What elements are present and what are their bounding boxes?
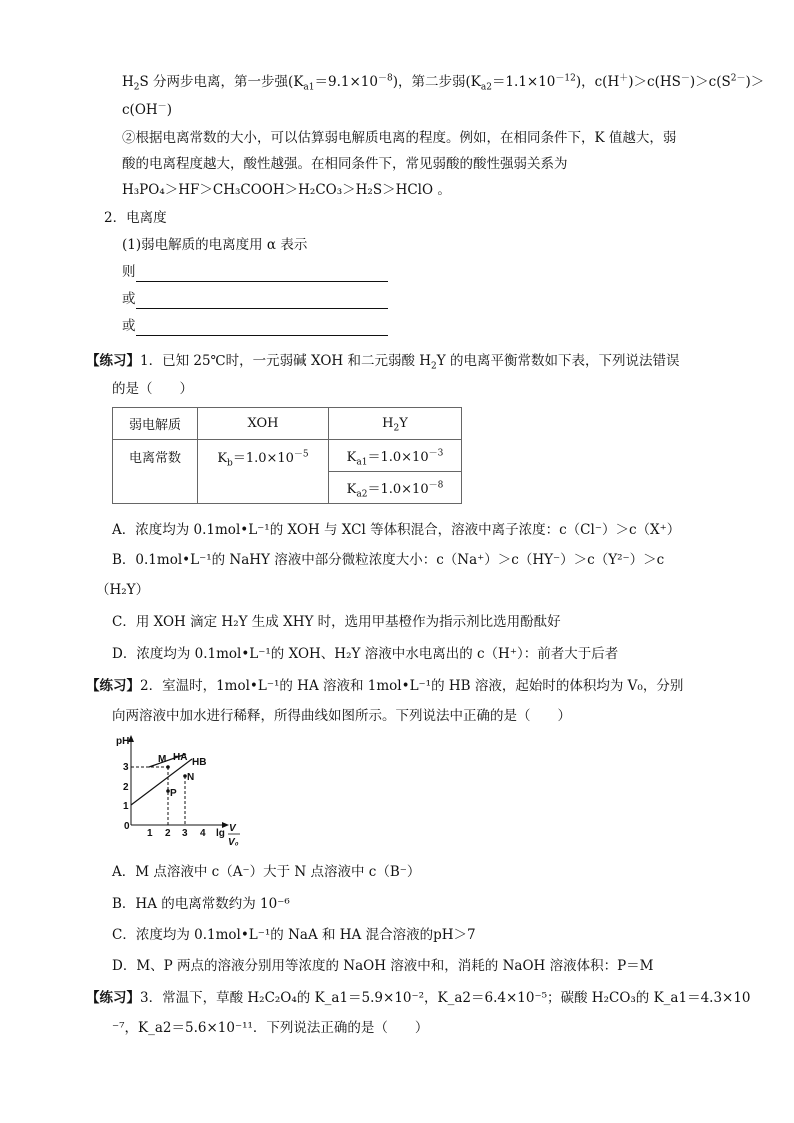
table-header-h2y: $H_2Y$ xyxy=(329,408,462,440)
intro-line-1: $H_2S$ 分两步电离，第一步强$(K_{a1}=9.1\times 10^{-8})$，第二步弱$(K_{a2}=1.1\times 10^{-12})$，$c(H^+)>c(HS^-)>c(S^{2-})>$ xyxy=(122,73,765,93)
exercise-1-option-d: D．浓度均为 0.1mol•L⁻¹的 XOH、H₂Y 溶液中水电离出的 c（H⁺）：前者大于后者 xyxy=(112,646,619,662)
fill-blank-line-3: 或 xyxy=(122,316,388,336)
ionization-constant-table xyxy=(112,407,462,504)
table-cell-kb: $K_b=1.0\times 10^{-5}$ xyxy=(198,440,329,504)
exercise-1-option-c: C．用 XOH 滴定 H₂Y 生成 XHY 时，选用甲基橙作为指示剂比选用酚酞好 xyxy=(112,614,561,630)
y-axis-label: pH xyxy=(116,736,130,747)
y-tick-label: 2 xyxy=(123,782,129,793)
origin-label: 0 xyxy=(124,821,130,832)
x-axis-label-v0: V₀ xyxy=(228,837,239,848)
fill-blank-line-1: 则 xyxy=(122,262,388,282)
exercise-1-option-b-line-2: （H₂Y） xyxy=(96,582,150,598)
intro-paragraph-2-line-1: ②根据电离常数的大小，可以估算弱电解质电离的程度。例如，在相同条件下，K 值越大，弱 xyxy=(122,130,677,146)
section-heading: 2．电离度 xyxy=(104,210,167,226)
y-tick-label: 3 xyxy=(123,762,129,773)
exercise-2-question-line-2: 向两溶液中加水进行稀释，所得曲线如图所示。下列说法中正确的是（ ） xyxy=(112,708,571,724)
exercise-2-question-line-1: 【练习】2．室温时，1mol•L⁻¹的 HA 溶液和 1mol•L⁻¹的 HB 溶液，起始时的体积均为 V₀，分别 xyxy=(86,678,684,694)
x-axis-label-lg: lg xyxy=(216,828,225,839)
x-tick-label: 3 xyxy=(182,828,188,839)
exercise-2-option-a: A．M 点溶液中 c（A⁻）大于 N 点溶液中 c（B⁻） xyxy=(112,864,421,880)
table-cell-ka2: $K_{a2}=1.0\times 10^{-8}$ xyxy=(329,472,462,504)
curve-hb xyxy=(131,759,195,805)
dilution-ph-graph xyxy=(112,732,252,850)
exercise-3-question-line-2: ⁻⁷，K_a2＝5.6×10⁻¹¹．下列说法正确的是（ ） xyxy=(112,1020,429,1036)
x-tick-label: 4 xyxy=(200,828,206,839)
x-axis-label-v: V xyxy=(229,823,236,834)
label-ha: HA xyxy=(173,752,188,763)
answer-blank[interactable] xyxy=(136,294,388,309)
exercise-1-option-b-line-1: B．0.1mol•L⁻¹的 NaHY 溶液中部分微粒浓度大小：c（Na⁺）＞c（HY⁻）＞c（Y²⁻）＞c xyxy=(112,552,665,568)
label-m: M xyxy=(158,754,167,765)
exercise-tag: 【练习】 xyxy=(86,990,140,1006)
exercise-1-option-a: A．浓度均为 0.1mol•L⁻¹的 XOH 与 XCl 等体积混合，溶液中离子浓度：c（Cl⁻）＞c（X⁺） xyxy=(112,522,681,538)
answer-blank[interactable] xyxy=(136,321,388,336)
intro-line-2: c(OH－) xyxy=(122,101,172,118)
exercise-3-question-line-1: 【练习】3．常温下，草酸 H₂C₂O₄的 K_a1＝5.9×10⁻²，K_a2＝6.4×10⁻⁵；碳酸 H₂CO₃的 K_a1＝4.3×10 xyxy=(86,990,751,1006)
exercise-1-question-line-2: 的是（ ） xyxy=(112,381,193,397)
exercise-2-option-b: B．HA 的电离常数约为 10⁻⁶ xyxy=(112,896,290,912)
intro-paragraph-2-line-2: 酸的电离程度越大，酸性越强。在相同条件下，常见弱酸的酸性强弱关系为 xyxy=(122,156,568,172)
subsection-heading: (1)弱电解质的电离度用 α 表示 xyxy=(122,237,308,253)
exercise-tag: 【练习】 xyxy=(86,678,140,694)
x-tick-label: 2 xyxy=(165,828,171,839)
exercise-2-option-d: D．M、P 两点的溶液分别用等浓度的 NaOH 溶液中和，消耗的 NaOH 溶液体积：P＝M xyxy=(112,958,654,974)
label-p: P xyxy=(170,788,177,799)
label-hb: HB xyxy=(192,757,207,768)
table-header-electrolyte: 弱电解质 xyxy=(113,408,198,440)
y-tick-label: 1 xyxy=(123,801,129,812)
table-row-label: 电离常数 xyxy=(113,440,198,504)
label-n: N xyxy=(187,772,195,783)
answer-blank[interactable] xyxy=(136,267,388,282)
point-m xyxy=(166,765,170,769)
table-header-xoh: XOH xyxy=(198,408,329,440)
x-tick-label: 1 xyxy=(147,828,153,839)
exercise-1-question-line-1: 【练习】1．已知 25℃时，一元弱碱 XOH 和二元弱酸 $H_2Y$ 的电离平衡常数如下表，下列说法错误 xyxy=(86,353,680,372)
fill-blank-line-2: 或 xyxy=(122,289,388,309)
table-cell-ka1: $K_{a1}=1.0\times 10^{-3}$ xyxy=(329,440,462,472)
exercise-2-option-c: C．浓度均为 0.1mol•L⁻¹的 NaA 和 HA 混合溶液的pH＞7 xyxy=(112,927,476,943)
exercise-tag: 【练习】 xyxy=(86,353,140,369)
acid-strength-series: H₃PO₄＞HF＞CH₃COOH＞H₂CO₃＞H₂S＞HClO 。 xyxy=(122,182,451,198)
